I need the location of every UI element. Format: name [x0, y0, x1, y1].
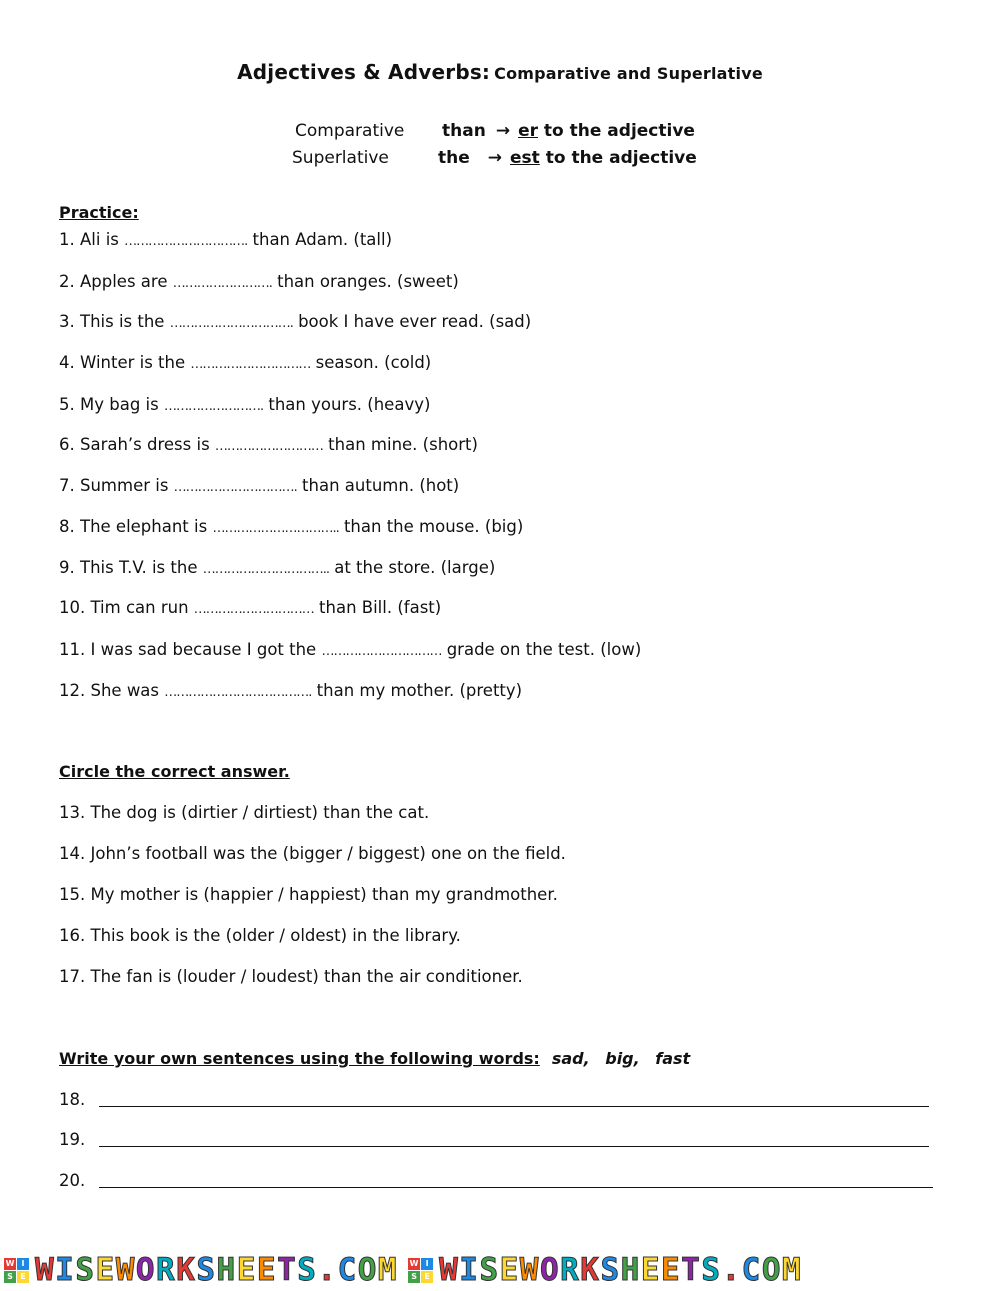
answer-blank[interactable]: ………………………….. — [212, 521, 339, 536]
practice-text: than mine. (short) — [322, 435, 478, 454]
brand-letter: M — [377, 1252, 399, 1288]
rule-label: Comparative — [295, 121, 405, 141]
worksheet-title — [0, 60, 1000, 84]
practice-item — [59, 476, 459, 495]
brand-text — [439, 1252, 802, 1288]
logo-tile: W — [5, 1258, 15, 1268]
practice-text: 2. Apples are — [59, 272, 173, 291]
brand-letter: S — [196, 1252, 217, 1288]
practice-text: grade on the test. (low) — [441, 640, 642, 659]
circle-item[interactable]: 16. This book is the (older / oldest) in the library. — [59, 926, 461, 945]
practice-item — [59, 395, 430, 414]
practice-text: 4. Winter is the — [59, 353, 191, 372]
practice-text: season. (cold) — [310, 353, 432, 372]
answer-blank[interactable]: ……………………. — [172, 276, 272, 291]
brand-letter: W — [519, 1252, 540, 1288]
line-number: 20. — [59, 1171, 86, 1190]
practice-heading: Practice: — [59, 203, 139, 222]
brand-letter: E — [256, 1252, 278, 1288]
brand-letter: C — [337, 1252, 358, 1288]
logo-tile: E — [421, 1271, 433, 1283]
brand-letter: E — [640, 1252, 661, 1288]
practice-text: than the mouse. (big) — [338, 517, 524, 536]
title-sub: Comparative and Superlative — [494, 64, 763, 83]
practice-item — [59, 230, 392, 249]
brand-letter: W — [35, 1252, 56, 1288]
brand-letter: C — [741, 1252, 762, 1288]
arrow-right-icon: → — [495, 121, 511, 141]
answer-blank[interactable]: ……………………. — [163, 399, 264, 414]
practice-item — [59, 640, 641, 659]
practice-text: 6. Sarah’s dress is — [59, 435, 215, 454]
practice-item — [59, 435, 478, 454]
answer-blank[interactable]: ………………………… — [321, 644, 442, 659]
rule-formula: than → er to the adjective — [442, 121, 695, 141]
brand-letter: E — [660, 1252, 682, 1288]
brand-letter: W — [439, 1252, 460, 1288]
brand-letter: T — [277, 1252, 298, 1288]
practice-text: 9. This T.V. is the — [59, 558, 203, 577]
practice-text: 11. I was sad because I got the — [59, 640, 322, 659]
brand-letter: E — [499, 1252, 520, 1288]
brand-letter: I — [459, 1252, 480, 1288]
practice-item — [59, 272, 459, 291]
practice-item — [59, 312, 531, 331]
rule-label: Superlative — [292, 148, 389, 168]
answer-blank[interactable]: …………………………. — [169, 316, 293, 331]
brand-letter: S — [701, 1252, 722, 1288]
brand-letter: S — [297, 1252, 318, 1288]
write-heading — [59, 1049, 690, 1068]
brand-letter: O — [357, 1252, 378, 1288]
practice-text: 1. Ali is — [59, 230, 125, 249]
footer-watermark — [0, 1252, 1000, 1288]
line-number: 19. — [59, 1130, 86, 1149]
practice-text: at the store. (large) — [328, 558, 496, 577]
circle-heading: Circle the correct answer. — [59, 762, 290, 781]
practice-item — [59, 558, 495, 577]
brand-letter: . — [317, 1252, 338, 1288]
answer-blank[interactable]: …………………………. — [173, 480, 297, 495]
writing-rule[interactable] — [99, 1146, 929, 1147]
practice-text: than yours. (heavy) — [263, 395, 431, 414]
brand-letter: E — [95, 1252, 116, 1288]
answer-line[interactable] — [59, 1130, 99, 1149]
writing-rule[interactable] — [99, 1106, 929, 1107]
write-words: sad, big, fast — [551, 1049, 691, 1068]
write-instruction: Write your own sentences using the following words: — [59, 1049, 540, 1068]
practice-text: than my mother. (pretty) — [311, 681, 523, 700]
practice-item — [59, 681, 522, 700]
answer-blank[interactable]: ………………………………. — [164, 685, 312, 700]
answer-blank[interactable]: ………………………… — [193, 602, 314, 617]
logo-tile: S — [4, 1271, 16, 1283]
brand-letter: . — [721, 1252, 742, 1288]
line-number: 18. — [59, 1090, 86, 1109]
practice-text: book I have ever read. (sad) — [292, 312, 532, 331]
practice-text: 12. She was — [59, 681, 165, 700]
circle-item[interactable]: 17. The fan is (louder / loudest) than the air conditioner. — [59, 967, 523, 986]
practice-text: 5. My bag is — [59, 395, 164, 414]
practice-text: 7. Summer is — [59, 476, 174, 495]
answer-blank[interactable]: …………………………. — [124, 234, 248, 249]
practice-text: than autumn. (hot) — [296, 476, 460, 495]
writing-rule[interactable] — [99, 1187, 933, 1188]
rule-formula: the → est to the adjective — [438, 148, 697, 168]
answer-blank[interactable]: ………………………… — [190, 357, 311, 372]
answer-blank[interactable]: ……………………… — [214, 439, 323, 454]
practice-item — [59, 353, 431, 372]
brand-letter: K — [580, 1252, 601, 1288]
practice-item — [59, 598, 441, 617]
brand-letter: O — [135, 1252, 157, 1288]
answer-line[interactable] — [59, 1171, 99, 1190]
brand-letter: O — [539, 1252, 561, 1288]
logo-tile: E — [17, 1271, 29, 1283]
circle-item[interactable]: 13. The dog is (dirtier / dirtiest) than the cat. — [59, 803, 430, 822]
brand-letter: I — [55, 1252, 76, 1288]
brand-letter: H — [216, 1252, 237, 1288]
title-main: Adjectives & Adverbs: — [237, 60, 491, 84]
brand-letter: R — [560, 1252, 581, 1288]
circle-item[interactable]: 14. John’s football was the (bigger / biggest) one on the field. — [59, 844, 566, 863]
answer-blank[interactable]: ………………………….. — [202, 562, 329, 577]
brand-letter: S — [75, 1252, 96, 1288]
logo-tile: I — [17, 1258, 29, 1270]
brand-letter: O — [761, 1252, 783, 1288]
practice-text: than Bill. (fast) — [313, 598, 442, 617]
practice-item — [59, 517, 523, 536]
brand-letter: S — [600, 1252, 621, 1288]
brand-letter: W — [115, 1252, 136, 1288]
brand-letter: E — [236, 1252, 257, 1288]
practice-text: 10. Tim can run — [59, 598, 194, 617]
brand-letter: T — [681, 1252, 702, 1288]
practice-text: 3. This is the — [59, 312, 170, 331]
logo-icon — [408, 1258, 433, 1283]
brand-letter: K — [176, 1252, 197, 1288]
brand-letter: H — [620, 1252, 641, 1288]
answer-line[interactable] — [59, 1090, 99, 1109]
brand-letter: R — [156, 1252, 177, 1288]
logo-tile: I — [421, 1258, 433, 1270]
brand-letter: S — [479, 1252, 500, 1288]
circle-item[interactable]: 15. My mother is (happier / happiest) than my grandmother. — [59, 885, 558, 904]
logo-tile: W — [409, 1258, 419, 1268]
logo-icon — [4, 1258, 29, 1283]
practice-text: than Adam. (tall) — [247, 230, 393, 249]
brand-text — [35, 1252, 398, 1288]
practice-text: 8. The elephant is — [59, 517, 213, 536]
logo-tile: S — [408, 1271, 420, 1283]
arrow-right-icon: → — [487, 148, 503, 168]
brand-letter: M — [782, 1252, 803, 1288]
practice-text: than oranges. (sweet) — [271, 272, 459, 291]
